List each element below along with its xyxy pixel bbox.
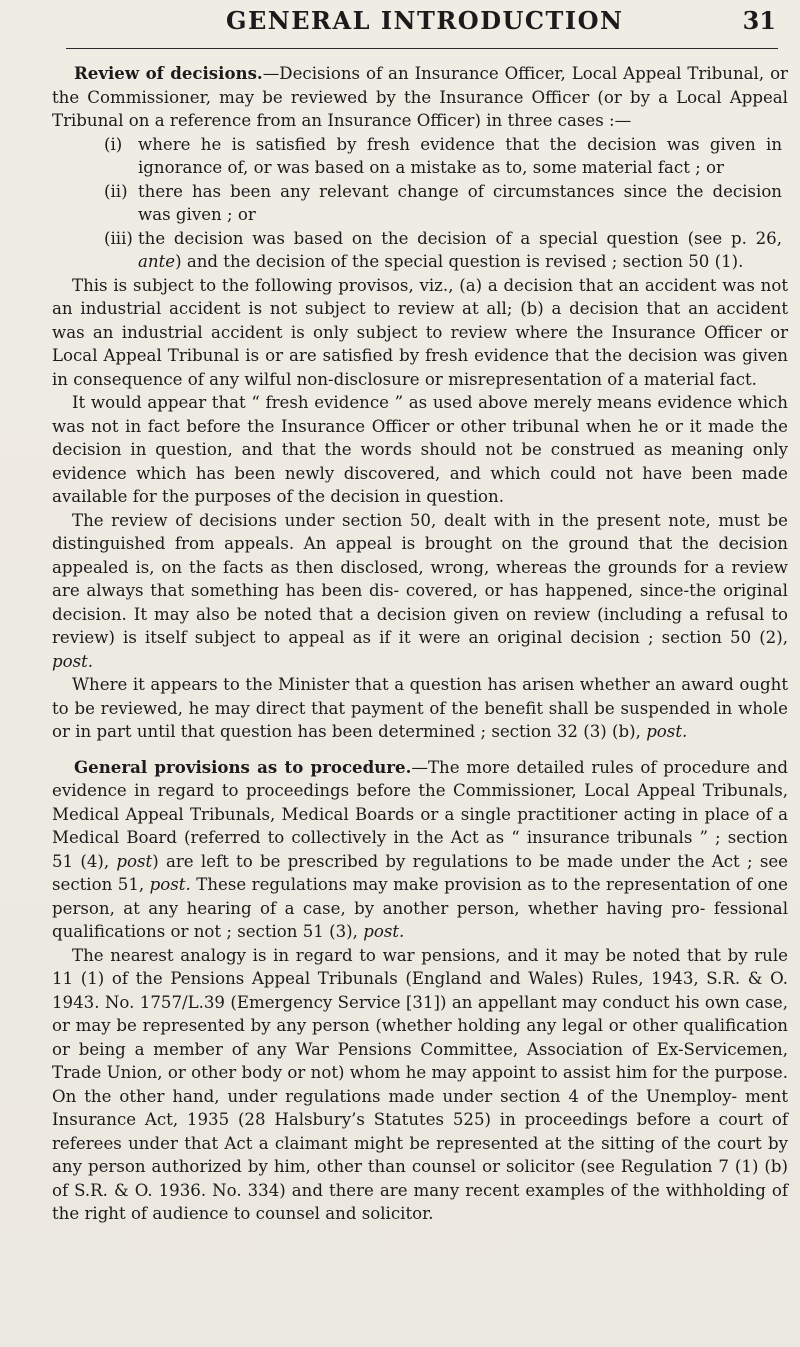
- review-vs-appeal-paragraph: [52, 509, 788, 674]
- paragraph-italic: post: [116, 851, 153, 871]
- procedure-heading: General provisions as to procedure.: [74, 756, 412, 777]
- procedure-paragraph: [52, 756, 788, 944]
- header-rule: [66, 48, 778, 49]
- paragraph-text: These regulations may make provision as to the representation of one person, at any hearing of a case, by another person, whether having pro- fessional qualifications or not ; section 51 (3),: [52, 875, 788, 941]
- list-item-text: where he is satisfied by fresh evidence that the decision was given in ignorance of, or was based on a mistake as to, some material fact ; or: [138, 134, 782, 177]
- review-heading: Review of decisions.: [74, 63, 263, 83]
- running-header-title: GENERAL INTRODUCTION: [226, 6, 624, 35]
- paragraph-italic: post.: [646, 722, 688, 741]
- running-header: [50, 6, 784, 40]
- list-item: [52, 227, 788, 274]
- minister-suspension-paragraph: [52, 673, 788, 744]
- section-spacer: [52, 744, 788, 756]
- list-item-number: (i): [104, 134, 123, 154]
- paragraph-text: The review of decisions under section 50, dealt with in the present note, must be distinguished from appeals. An appeal is brought on the ground that the decision appealed is, on the facts as then disclosed, wrong, whereas the grounds for a review are always that something has been dis- covered, or has happened, since-the original decision. It may also be noted that a decision given on review (including a refusal to review) is itself subject to appeal as if it were an original decision ; section 50 (2),: [52, 510, 788, 647]
- fresh-evidence-paragraph: It would appear that “ fresh evidence ” as used above merely means evidence which was not in fact before the Insurance Officer or other tribunal when he or it made the decision in question, and that the words should not be construed as meaning only evidence which has been newly discovered, and which could not have been made available for the purposes of the decision in question.: [52, 393, 788, 506]
- page-number: 31: [742, 6, 776, 35]
- list-item-number: (ii): [104, 181, 128, 201]
- paragraph-italic: post.: [363, 922, 405, 941]
- list-item-text-after: ) and the decision of the special question is revised ; section 50 (1).: [175, 252, 744, 271]
- list-item-number: (iii): [104, 228, 133, 248]
- review-cases-list: [52, 133, 788, 274]
- list-item-text: the decision was based on the decision of a special question (see p. 26,: [138, 228, 782, 248]
- paragraph-italic: post.: [52, 651, 94, 671]
- list-item: [52, 180, 788, 227]
- page-body: [52, 62, 788, 1226]
- list-item: [52, 133, 788, 180]
- review-intro-text: —Decisions of an Insurance Officer, Local Appeal Tribunal, or the Commissioner, may be reviewed by the Insurance Officer (or by a Local Appeal Tribunal on a reference from an Insurance Officer) in three cases :—: [52, 64, 788, 130]
- paragraph-text: —The more detailed rules of procedure and evidence in regard to proceedings before the Commissioner, Local Appeal Tribunals, Medical Appeal Tribunals, Medical Boards or a single practitioner acting in place of a Medical Board (referred to collectively in the Act as “ insurance tribunals ” ; section 51 (4),: [52, 757, 788, 871]
- review-intro-paragraph: [52, 62, 788, 133]
- war-pensions-paragraph: The nearest analogy is in regard to war pensions, and it may be noted that by rule 11 (1) of the Pensions Appeal Tribunals (England and Wales) Rules, 1943, S.R. & O. 1943. No. 1757/L.39 (Emergency Service [31]) an appellant may conduct his own case, or may be represented by any person (whether holding any legal or other qualification or being a member of any War Pensions Committee, Association of Ex-Servicemen, Trade Union, or other body or not) whom he may appoint to assist him for the purpose. On the other hand, under regulations made under section 4 of the Unemploy- ment Insurance Act, 1935 (28 Halsbury’s Statutes 525) in proceedings before a court of referees under that Act a claimant might be represented at the sitting of the court by any person authorized by him, other than counsel or solicitor (see Regulation 7 (1) (b) of S.R. & O. 1936. No. 334) and there are many recent examples of the withholding of the right of audience to counsel and solicitor.: [52, 945, 788, 1223]
- list-item-text: there has been any relevant change of circumstances since the decision was given ; or: [138, 181, 782, 224]
- list-item-italic: ante: [138, 252, 176, 271]
- provisos-paragraph: This is subject to the following provisos, viz., (a) a decision that an accident was not an industrial accident is not subject to review at all; (b) a decision that an accident was an industrial accident is only subject to review where the Insurance Officer or Local Appeal Tribunal is or are satisfied by fresh evidence that the decision was given in consequence of any wilful non-disclosure or misrepresentation of a material fact.: [52, 275, 788, 389]
- paragraph-italic: post.: [149, 875, 191, 894]
- paragraph-text: ) are left to be prescribed by regulations to be made under the Act ; see section 51,: [52, 851, 788, 894]
- paragraph-text: Where it appears to the Minister that a question has arisen whether an award ought to be reviewed, he may direct that payment of the benefit shall be suspended in whole or in part until that question has been determined ; section 32 (3) (b),: [52, 675, 788, 741]
